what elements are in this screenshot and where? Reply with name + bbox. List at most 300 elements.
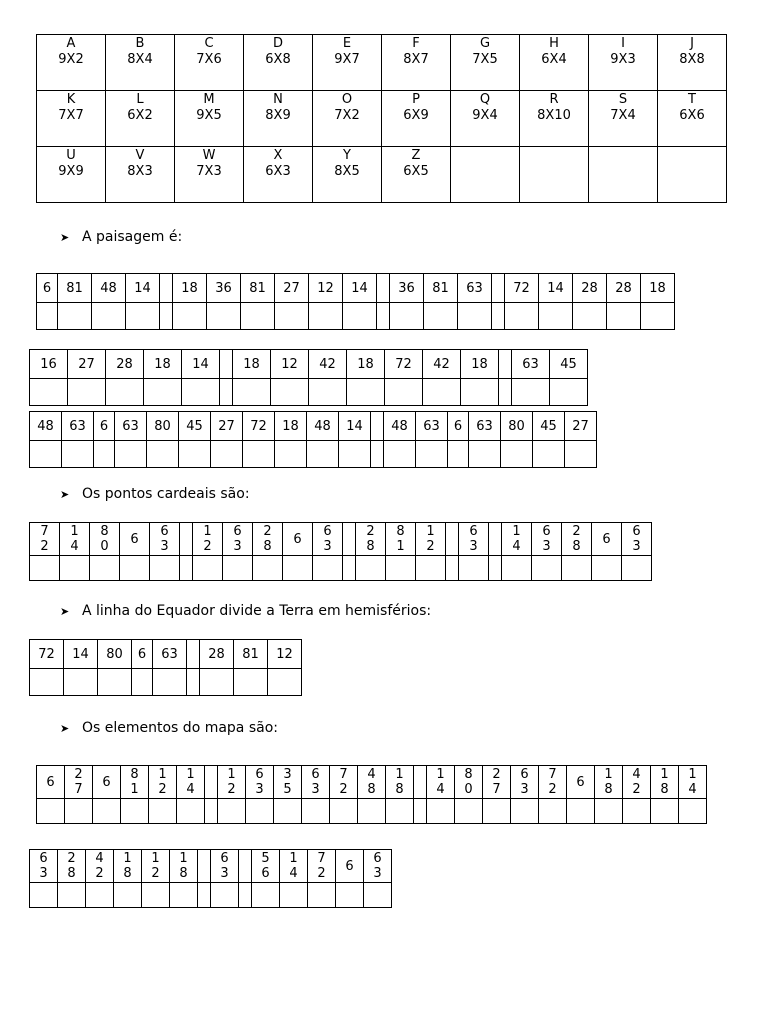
answer-cell[interactable] (93, 799, 121, 824)
answer-cell[interactable] (144, 379, 182, 406)
answer-cell[interactable] (115, 441, 147, 468)
answer-cell[interactable] (424, 303, 458, 330)
code-number-cell (115, 412, 147, 441)
code-number-cell (274, 766, 302, 799)
answer-cell[interactable] (308, 883, 336, 908)
word-gap-cell (489, 556, 502, 581)
cipher-key-cell (520, 147, 589, 203)
word-gap-cell (492, 303, 505, 330)
cipher-expression: 9X5 (196, 108, 222, 123)
word-gap-cell (446, 523, 459, 556)
word-gap-cell (343, 523, 356, 556)
answer-cell[interactable] (68, 379, 106, 406)
cipher-letter: Q (479, 92, 491, 107)
code-number: 18 (181, 280, 198, 296)
answer-cell[interactable] (252, 883, 280, 908)
cipher-key-cell (244, 35, 313, 91)
code-number-cell (386, 523, 416, 556)
code-number-cell (502, 523, 532, 556)
cipher-key-cell (37, 147, 106, 203)
puzzle-row-3 (29, 411, 597, 468)
answer-cell[interactable] (114, 883, 142, 908)
code-number: 28 (208, 646, 225, 662)
answer-cell[interactable] (423, 379, 461, 406)
answer-cell[interactable] (126, 303, 160, 330)
code-number-cell (308, 850, 336, 883)
code-number-cell (448, 412, 469, 441)
code-number-cell (271, 350, 309, 379)
section-heading-paisagem: ➤ A paisagem é: (60, 229, 183, 245)
cipher-expression: 6X9 (403, 108, 429, 123)
cipher-key-cell (382, 35, 451, 91)
answer-cell[interactable] (550, 379, 588, 406)
code-number-cell (142, 850, 170, 883)
answer-cell[interactable] (241, 303, 275, 330)
answer-cell[interactable] (37, 799, 65, 824)
code-number-cell (147, 412, 179, 441)
cipher-letter: J (690, 36, 694, 51)
answer-cell[interactable] (573, 303, 607, 330)
answer-cell[interactable] (386, 556, 416, 581)
code-number: 63 (160, 524, 169, 554)
cipher-expression: 6X4 (541, 52, 567, 67)
code-number: 12 (317, 280, 334, 296)
cipher-expression: 6X3 (265, 164, 291, 179)
cipher-letter: D (272, 36, 283, 51)
answer-cell[interactable] (385, 379, 423, 406)
answer-cell[interactable] (512, 379, 550, 406)
code-number-cell (623, 766, 651, 799)
answer-cell[interactable] (211, 883, 239, 908)
answer-cell[interactable] (347, 379, 385, 406)
code-number: 27 (283, 280, 300, 296)
answer-cell[interactable] (339, 441, 371, 468)
answer-cell[interactable] (390, 303, 424, 330)
code-number: 72 (339, 767, 348, 797)
cipher-letter: N (273, 92, 283, 107)
answer-cell[interactable] (30, 556, 60, 581)
cipher-key-cell (589, 147, 658, 203)
code-number: 81 (242, 646, 259, 662)
code-number-cell (651, 766, 679, 799)
answer-cell[interactable] (268, 669, 302, 696)
answer-cell[interactable] (455, 799, 483, 824)
answer-cell[interactable] (147, 441, 179, 468)
answer-cell[interactable] (30, 441, 62, 468)
answer-cell[interactable] (313, 556, 343, 581)
code-number-cell (58, 274, 92, 303)
cipher-letter: T (688, 92, 696, 107)
answer-cell[interactable] (271, 379, 309, 406)
word-gap-cell (414, 799, 427, 824)
cipher-key-cell (589, 35, 658, 91)
code-number-cell (30, 412, 62, 441)
code-number: 36 (215, 280, 232, 296)
answer-cell[interactable] (448, 441, 469, 468)
code-number: 12 (151, 851, 160, 881)
code-number-cell (58, 850, 86, 883)
code-number-cell (539, 766, 567, 799)
code-number: 63 (69, 418, 86, 434)
code-number-cell (211, 412, 243, 441)
code-number-cell (356, 523, 386, 556)
code-number: 42 (95, 851, 104, 881)
code-number-cell (483, 766, 511, 799)
cipher-letter: M (203, 92, 215, 107)
code-number: 14 (436, 767, 445, 797)
answer-cell[interactable] (253, 556, 283, 581)
answer-cell[interactable] (30, 883, 58, 908)
answer-cell[interactable] (356, 556, 386, 581)
code-number: 81 (432, 280, 449, 296)
word-gap-cell (198, 850, 211, 883)
code-number: 6 (46, 774, 55, 790)
cipher-key-row (37, 147, 727, 203)
answer-cell[interactable] (86, 883, 114, 908)
answer-cell[interactable] (595, 799, 623, 824)
cipher-expression: 9X7 (334, 52, 360, 67)
cipher-key-cell (451, 35, 520, 91)
number-row (30, 412, 597, 441)
answer-cell[interactable] (533, 441, 565, 468)
code-number: 35 (283, 767, 292, 797)
word-gap-cell (492, 274, 505, 303)
answer-cell[interactable] (336, 883, 364, 908)
code-number: 27 (74, 767, 83, 797)
cipher-letter: C (204, 36, 214, 51)
word-gap-cell (499, 350, 512, 379)
code-number-cell (573, 274, 607, 303)
answer-cell[interactable] (651, 799, 679, 824)
answer-cell[interactable] (623, 799, 651, 824)
answer-cell[interactable] (149, 799, 177, 824)
answer-cell[interactable] (343, 303, 377, 330)
code-number: 27 (218, 418, 235, 434)
answer-row (37, 799, 707, 824)
code-number: 28 (116, 356, 133, 372)
cipher-letter: P (412, 92, 420, 107)
answer-cell[interactable] (330, 799, 358, 824)
code-number: 28 (67, 851, 76, 881)
answer-cell[interactable] (461, 379, 499, 406)
cipher-key-cell (175, 91, 244, 147)
code-number-cell (505, 274, 539, 303)
puzzle-row-2 (29, 349, 588, 406)
code-number-cell (60, 523, 90, 556)
code-number: 28 (263, 524, 272, 554)
answer-cell[interactable] (64, 669, 98, 696)
cipher-letter: K (66, 92, 76, 107)
answer-cell[interactable] (386, 799, 414, 824)
code-number: 18 (123, 851, 132, 881)
cipher-key-cell (658, 91, 727, 147)
answer-cell[interactable] (501, 441, 533, 468)
code-number: 63 (311, 767, 320, 797)
section-heading-equador: ➤ A linha do Equador divide a Terra em hemisférios: (60, 603, 432, 619)
code-number-cell (565, 412, 597, 441)
code-number-cell (458, 274, 492, 303)
cipher-expression: 8X7 (403, 52, 429, 67)
code-number: 63 (423, 418, 440, 434)
answer-cell[interactable] (120, 556, 150, 581)
code-number-cell (283, 523, 313, 556)
answer-cell[interactable] (170, 883, 198, 908)
answer-cell[interactable] (121, 799, 149, 824)
code-number: 80 (154, 418, 171, 434)
code-number-cell (358, 766, 386, 799)
code-number-cell (179, 412, 211, 441)
cipher-letter: U (66, 148, 76, 163)
cipher-key-table (36, 34, 727, 203)
code-number: 14 (346, 418, 363, 434)
code-number: 14 (688, 767, 697, 797)
answer-cell[interactable] (173, 303, 207, 330)
code-number: 63 (233, 524, 242, 554)
answer-row (30, 556, 652, 581)
puzzle-row-5 (29, 639, 302, 696)
code-number: 48 (314, 418, 331, 434)
word-gap-cell (220, 350, 233, 379)
code-number-cell (307, 412, 339, 441)
code-number: 14 (192, 356, 209, 372)
answer-cell[interactable] (309, 303, 343, 330)
answer-cell[interactable] (275, 303, 309, 330)
answer-cell[interactable] (142, 883, 170, 908)
code-number-cell (30, 850, 58, 883)
cipher-key-cell (244, 91, 313, 147)
answer-cell[interactable] (60, 556, 90, 581)
code-number-cell (218, 766, 246, 799)
code-number-cell (512, 350, 550, 379)
answer-row (30, 669, 302, 696)
code-number-cell (252, 850, 280, 883)
answer-cell[interactable] (416, 441, 448, 468)
answer-cell[interactable] (200, 669, 234, 696)
code-number-cell (144, 350, 182, 379)
code-number-cell (106, 350, 144, 379)
code-number-cell (386, 766, 414, 799)
cipher-expression: 8X3 (127, 164, 153, 179)
code-number: 63 (469, 524, 478, 554)
answer-cell[interactable] (243, 441, 275, 468)
answer-cell[interactable] (94, 441, 115, 468)
code-number: 63 (542, 524, 551, 554)
answer-cell[interactable] (177, 799, 205, 824)
answer-cell[interactable] (37, 303, 58, 330)
answer-cell[interactable] (641, 303, 675, 330)
answer-cell[interactable] (98, 669, 132, 696)
code-number: 63 (122, 418, 139, 434)
answer-cell[interactable] (223, 556, 253, 581)
cipher-expression: 9X2 (58, 52, 84, 67)
code-number-cell (607, 274, 641, 303)
code-number: 72 (38, 646, 55, 662)
section-heading-pontos-cardeais: ➤ Os pontos cardeais são: (60, 486, 250, 502)
answer-cell[interactable] (207, 303, 241, 330)
word-gap-cell (187, 640, 200, 669)
answer-cell[interactable] (532, 556, 562, 581)
code-number: 6 (102, 774, 111, 790)
code-number: 6 (293, 531, 302, 547)
code-number-cell (173, 274, 207, 303)
answer-cell[interactable] (511, 799, 539, 824)
cipher-key-cell (244, 147, 313, 203)
code-number-cell (30, 523, 60, 556)
answer-cell[interactable] (458, 303, 492, 330)
code-number: 63 (220, 851, 229, 881)
cipher-key-cell (589, 91, 658, 147)
answer-cell[interactable] (505, 303, 539, 330)
answer-cell[interactable] (193, 556, 223, 581)
answer-cell[interactable] (302, 799, 330, 824)
code-number-cell (177, 766, 205, 799)
cipher-key-cell (451, 147, 520, 203)
answer-cell[interactable] (416, 556, 446, 581)
answer-cell[interactable] (211, 441, 243, 468)
code-number-cell (153, 640, 187, 669)
code-number-cell (114, 850, 142, 883)
code-number: 6 (453, 418, 463, 434)
word-gap-cell (343, 556, 356, 581)
word-gap-cell (499, 379, 512, 406)
cipher-letter: X (273, 148, 283, 163)
answer-cell[interactable] (679, 799, 707, 824)
code-number-cell (511, 766, 539, 799)
answer-row (30, 441, 597, 468)
answer-cell[interactable] (459, 556, 489, 581)
cipher-key-cell (106, 35, 175, 91)
cipher-letter: R (549, 92, 559, 107)
answer-cell[interactable] (275, 441, 307, 468)
answer-cell[interactable] (58, 883, 86, 908)
code-number: 18 (660, 767, 669, 797)
puzzle-row-7 (29, 849, 392, 908)
answer-cell[interactable] (274, 799, 302, 824)
cipher-letter: Z (411, 148, 421, 163)
code-number: 12 (426, 524, 435, 554)
answer-cell[interactable] (358, 799, 386, 824)
answer-cell[interactable] (622, 556, 652, 581)
number-row (30, 640, 302, 669)
code-number: 18 (471, 356, 488, 372)
answer-cell[interactable] (483, 799, 511, 824)
code-number-cell (390, 274, 424, 303)
code-number: 6 (42, 280, 52, 296)
cipher-expression: 6X5 (403, 164, 429, 179)
answer-cell[interactable] (565, 441, 597, 468)
code-number-cell (68, 350, 106, 379)
code-number-cell (126, 274, 160, 303)
code-number-cell (132, 640, 153, 669)
answer-cell[interactable] (30, 379, 68, 406)
code-number-cell (246, 766, 274, 799)
cipher-letter: A (66, 36, 76, 51)
code-number-cell (170, 850, 198, 883)
word-gap-cell (198, 883, 211, 908)
answer-cell[interactable] (427, 799, 455, 824)
code-number-cell (343, 274, 377, 303)
word-gap-cell (371, 412, 384, 441)
answer-cell[interactable] (502, 556, 532, 581)
code-number-cell (90, 523, 120, 556)
code-number-cell (223, 523, 253, 556)
puzzle-row-4 (29, 522, 652, 581)
code-number-cell (385, 350, 423, 379)
answer-cell[interactable] (58, 303, 92, 330)
answer-cell[interactable] (539, 303, 573, 330)
code-number: 18 (179, 851, 188, 881)
code-number-cell (275, 274, 309, 303)
answer-cell[interactable] (150, 556, 180, 581)
cipher-key-cell (175, 35, 244, 91)
code-number: 6 (345, 858, 354, 874)
code-number: 72 (40, 524, 49, 554)
answer-cell[interactable] (153, 669, 187, 696)
code-number: 14 (134, 280, 151, 296)
answer-cell[interactable] (233, 379, 271, 406)
answer-cell[interactable] (283, 556, 313, 581)
answer-cell[interactable] (30, 669, 64, 696)
code-number-cell (539, 274, 573, 303)
code-number: 12 (281, 356, 298, 372)
code-number: 12 (158, 767, 167, 797)
word-gap-cell (414, 766, 427, 799)
code-number-cell (461, 350, 499, 379)
answer-cell[interactable] (562, 556, 592, 581)
answer-cell[interactable] (539, 799, 567, 824)
cipher-letter: B (135, 36, 145, 51)
cipher-expression: 7X7 (58, 108, 84, 123)
code-number: 6 (576, 774, 585, 790)
code-number-cell (336, 850, 364, 883)
puzzle-row-6 (36, 765, 707, 824)
answer-cell[interactable] (567, 799, 595, 824)
answer-cell[interactable] (106, 379, 144, 406)
answer-cell[interactable] (364, 883, 392, 908)
code-number-cell (30, 640, 64, 669)
answer-cell[interactable] (309, 379, 347, 406)
cipher-letter: W (202, 148, 216, 163)
answer-cell[interactable] (65, 799, 93, 824)
code-number-cell (550, 350, 588, 379)
cipher-letter: H (549, 36, 559, 51)
answer-cell[interactable] (469, 441, 501, 468)
code-number: 63 (161, 646, 178, 662)
answer-cell[interactable] (307, 441, 339, 468)
answer-cell[interactable] (182, 379, 220, 406)
answer-cell[interactable] (90, 556, 120, 581)
answer-cell[interactable] (179, 441, 211, 468)
code-number: 48 (37, 418, 54, 434)
answer-row (30, 883, 392, 908)
answer-cell[interactable] (218, 799, 246, 824)
code-number: 18 (243, 356, 260, 372)
code-number: 63 (466, 280, 483, 296)
answer-cell[interactable] (92, 303, 126, 330)
answer-cell[interactable] (234, 669, 268, 696)
word-gap-cell (489, 523, 502, 556)
answer-cell[interactable] (132, 669, 153, 696)
answer-cell[interactable] (246, 799, 274, 824)
answer-cell[interactable] (62, 441, 94, 468)
answer-cell[interactable] (280, 883, 308, 908)
cipher-key-cell (175, 147, 244, 203)
answer-cell[interactable] (607, 303, 641, 330)
code-number-cell (533, 412, 565, 441)
code-number-cell (455, 766, 483, 799)
answer-cell[interactable] (592, 556, 622, 581)
answer-cell[interactable] (384, 441, 416, 468)
